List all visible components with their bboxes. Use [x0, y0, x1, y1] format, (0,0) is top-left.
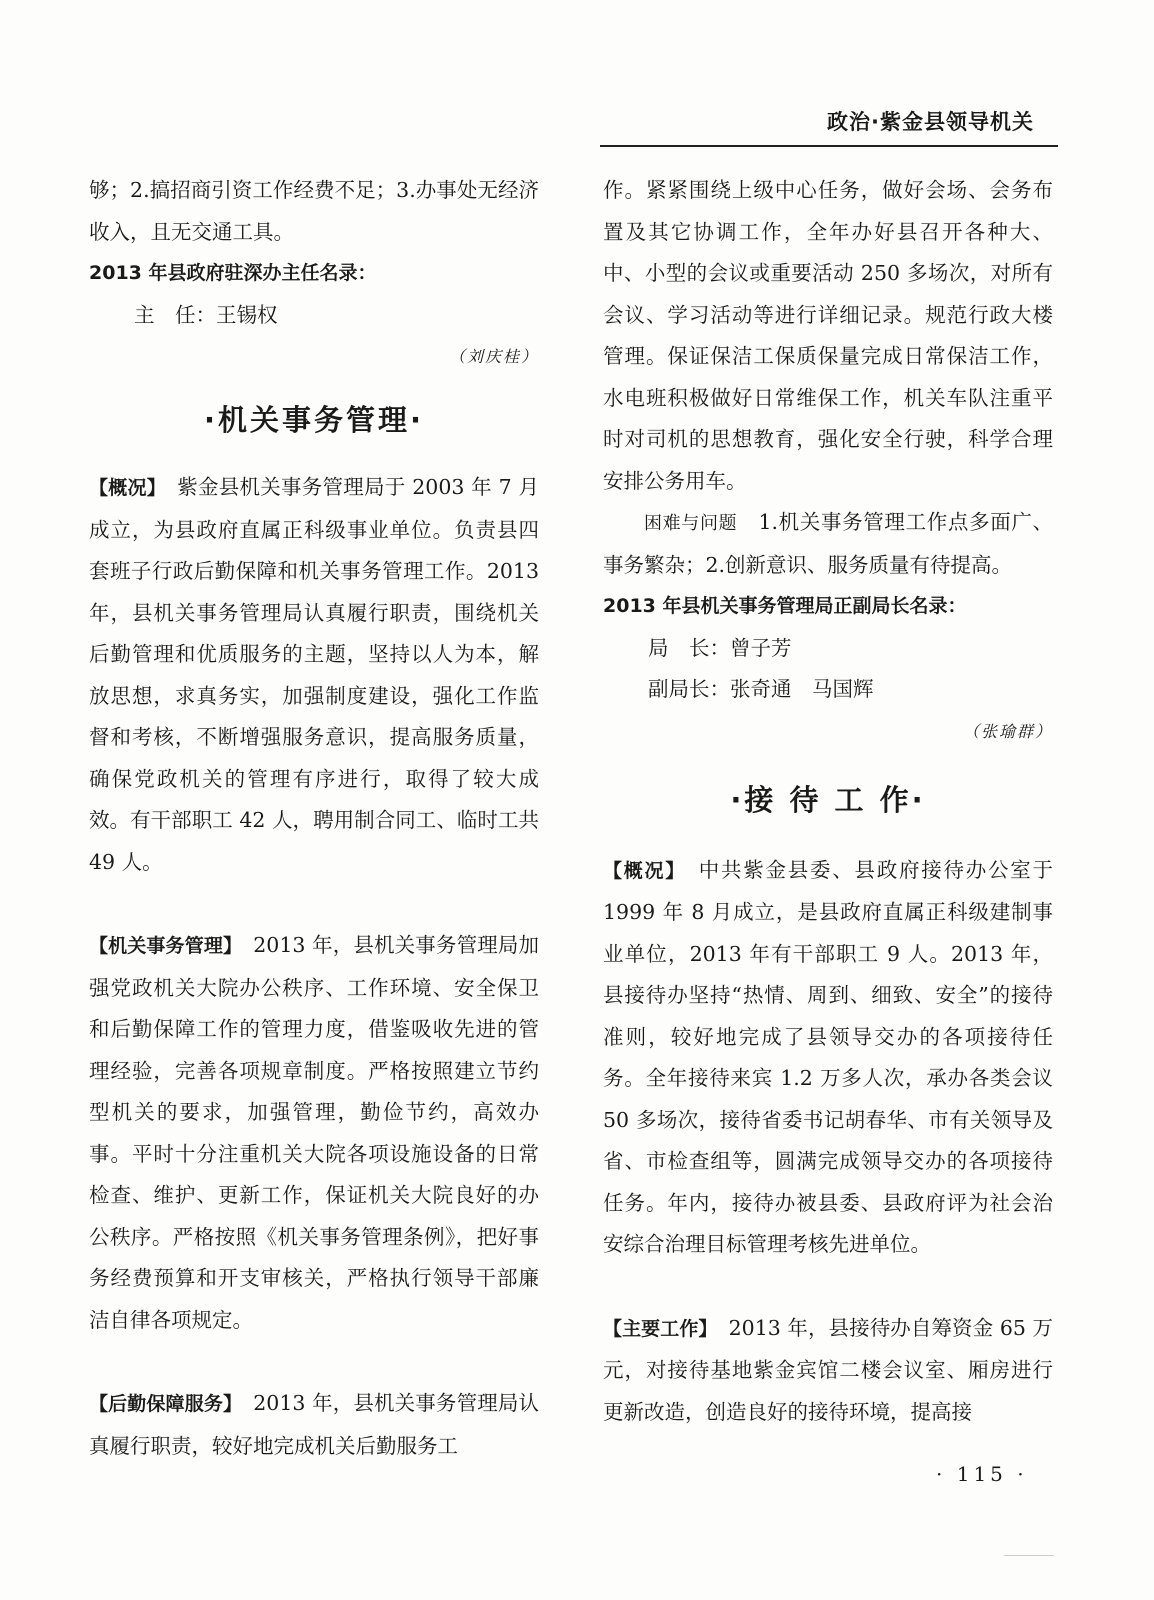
management-paragraph — [89, 925, 539, 1341]
running-header: 政治·紫金县领导机关 — [827, 110, 1034, 134]
logistics-text: 2013 年，县机关事务管理局认真履行职责，较好地完成机关后勤服务工 — [89, 1391, 539, 1458]
overview-paragraph — [603, 850, 1053, 1266]
difficulty-lead: 困难与问题 — [644, 513, 738, 534]
difficulty-paragraph — [603, 502, 1053, 586]
right-column — [603, 170, 1053, 1433]
logistics-paragraph — [89, 1383, 539, 1467]
section-title: ·机关事务管理· — [203, 402, 425, 437]
management-text: 2013 年，县机关事务管理局加强党政机关大院办公秩序、工作环境、安全保卫和后勤保障工作的管理力度，借鉴吸收先进的管理经验，完善各项规章制度。严格按照建立节约型机关的要求，加强管理，勤俭节约，高效办事。平时十分注重机关大院各项设施设备的日常检查、维护、更新工作，保证机关大院良好的办公秩序。严格按照《机关事务管理条例》，把好事务经费预算和开支审核关，严格执行领导干部廉洁自律各项规定。 — [89, 933, 539, 1332]
scan-edge — [1004, 1555, 1054, 1556]
left-column — [89, 170, 539, 1467]
continued-paragraph: 作。紧紧围绕上级中心任务，做好会场、会务布置及其它协调工作，全年办好县召开各种大、中、小型的会议或重要活动 250 多场次，对所有会议、学习活动等进行详细记录。规范行政大楼管理。保证保洁工保质保量完成日常保洁工作，水电班积极做好日常维保工作，机关车队注重平时对司机的思想教育，强化安全行驶，科学合理安排公务用车。 — [603, 178, 1053, 493]
difficulty-text: 1.机关事务管理工作点多面广、事务繁杂；2.创新意识、服务质量有待提高。 — [603, 510, 1054, 577]
main-work-lead: 【主要工作】 — [603, 1317, 709, 1340]
overview-text: 紫金县机关事务管理局于 2003 年 7 月成立，为县政府直属正科级事业单位。负责县四套班子行政后勤保障和机关事务管理工作。2013 年，县机关事务管理局认真履行职责，围绕机关后勤管理和优质服务的主题，坚持以人为本，解放思想，求真务实，加强制度建设，强化工作监督和考核，不断增强服务意识，提高服务质量，确保党政机关的管理有序进行，取得了较大成效。有干部职工 42 人，聘用制合同工、临时工共 49 人。 — [89, 475, 539, 874]
overview-lead: 【概况】 — [89, 477, 157, 499]
author-byline: （张瑜群） — [962, 721, 1053, 741]
intro-paragraph: 够；2.搞招商引资工作经费不足；3.办事处无经济收入，且无交通工具。 — [89, 178, 539, 244]
overview-text: 中共紫金县委、县政府接待办公室于 1999 年 8 月成立，是县政府直属正科级建制事业单位，2013 年有干部职工 9 人。2013 年，县接待办坚持“热情、周到、细致、安全”的接待准则，较好地完成了县领导交办的各项接待任务。全年接待来宾 1.2 万多人次，承办各类会议 50 多场次，接待省委书记胡春华、市有关领导及省、市检查组等，圆满完成领导交办的各项接待任务。年内，接待办被县委、县政府评为社会治安综合治理目标管理考核先进单位。 — [603, 857, 1053, 1256]
section-title: ·接 待 工 作· — [730, 783, 926, 817]
roster-line: 副局长：张奇通 马国辉 — [648, 677, 874, 701]
roster-title: 2013 年县机关事务管理局正副局长名录： — [603, 595, 967, 617]
main-work-paragraph — [603, 1308, 1053, 1434]
author-byline: （刘庆桂） — [448, 347, 539, 366]
logistics-lead: 【后勤保障服务】 — [89, 1393, 233, 1415]
roster-line: 主 任：王锡权 — [134, 302, 278, 327]
header-rule — [600, 145, 1058, 147]
page-number: · 115 · — [936, 1462, 1028, 1486]
overview-paragraph — [89, 467, 539, 883]
management-lead: 【机关事务管理】 — [89, 935, 233, 957]
main-work-text: 2013 年，县接待办自筹资金 65 万元，对接待基地紫金宾馆二楼会议室、厢房进行更新改造，创造良好的接待环境，提高接 — [603, 1315, 1054, 1424]
overview-lead: 【概况】 — [603, 859, 677, 882]
roster-title: 2013 年县政府驻深办主任名录： — [89, 262, 377, 284]
roster-line: 局 长：曾子芳 — [648, 635, 792, 660]
